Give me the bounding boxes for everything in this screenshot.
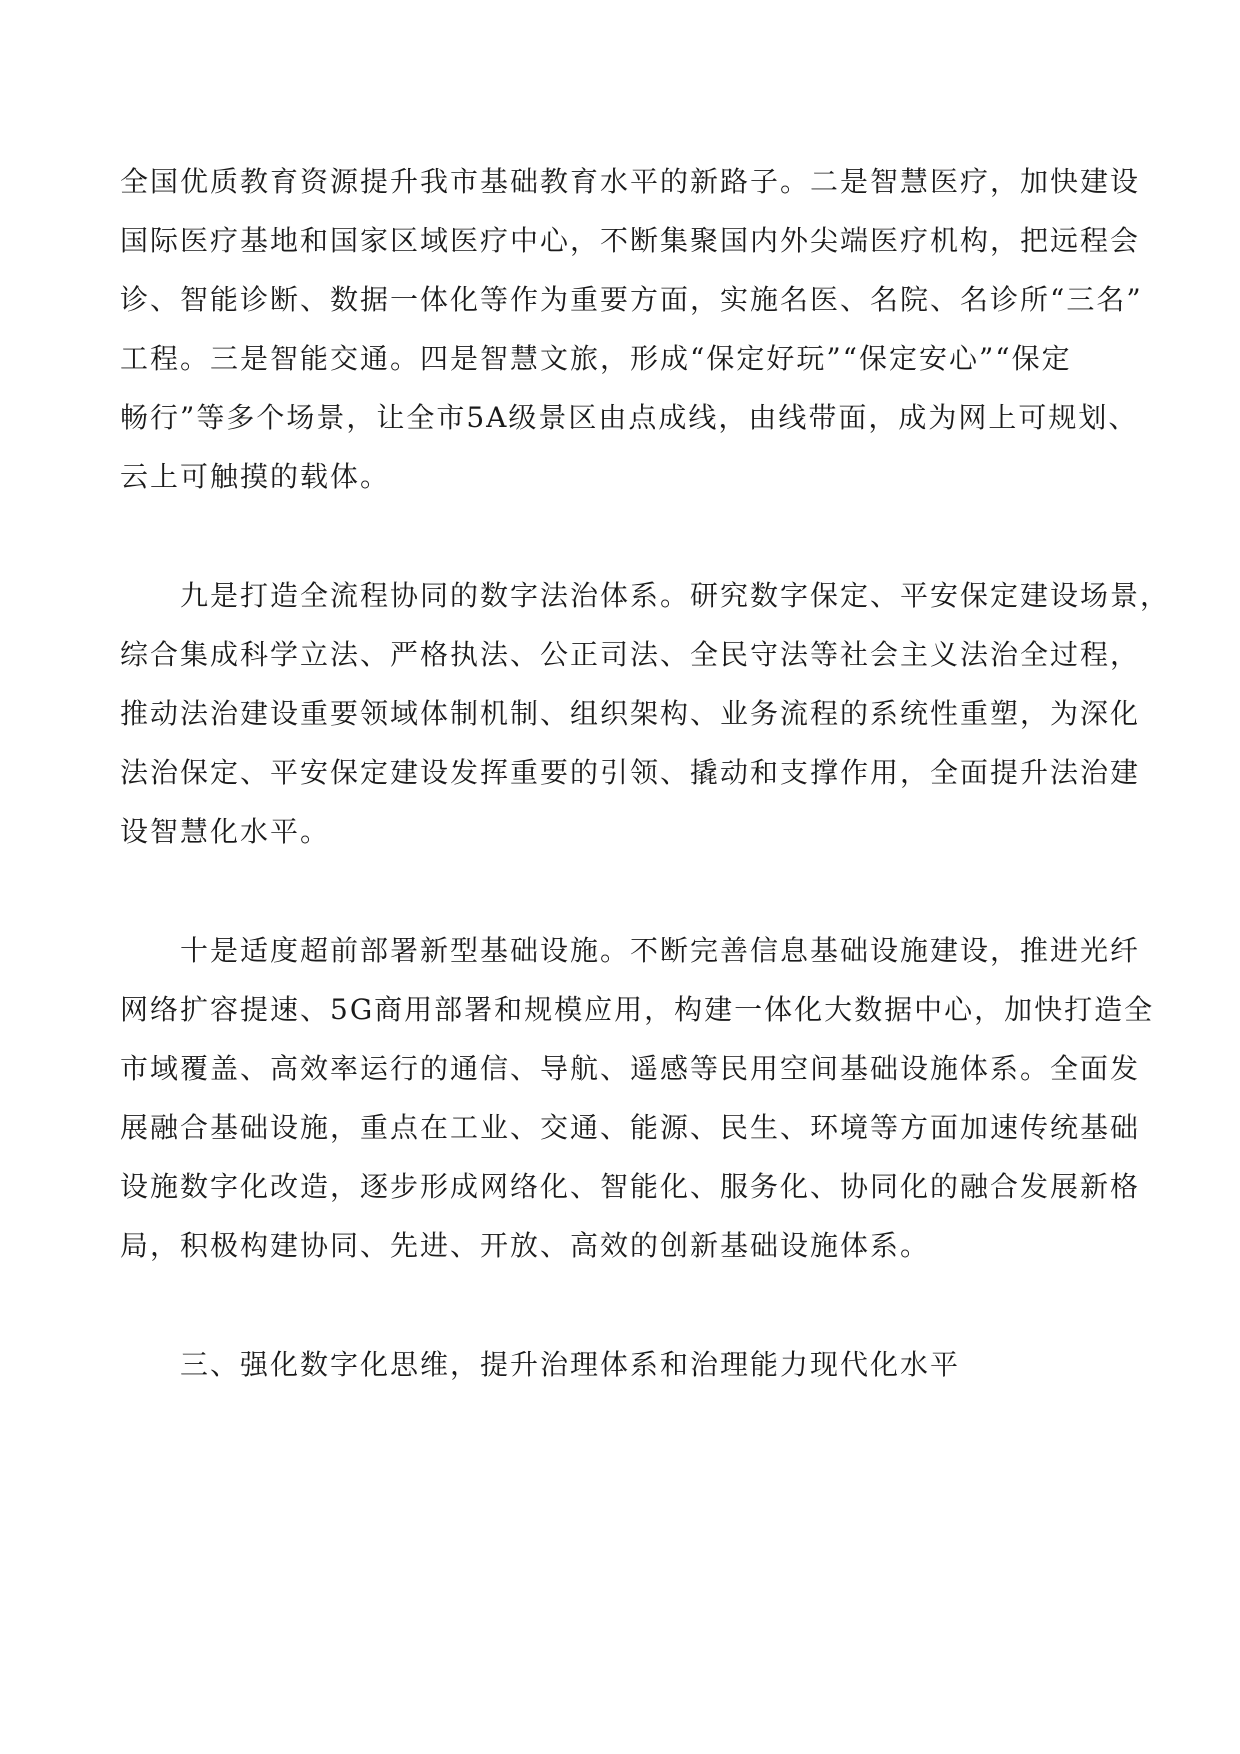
paragraph-line: 诊、智能诊断、数据一体化等作为重要方面，实施名医、名院、名诊所“三名” <box>120 283 1143 316</box>
paragraph-line: 网络扩容提速、5G商用部署和规模应用，构建一体化大数据中心，加快打造全 <box>120 993 1155 1026</box>
paragraph-spacer <box>120 506 1120 566</box>
paragraph-line: 畅行”等多个场景，让全市5A级景区由点成线，由线带面，成为网上可规划、 <box>120 401 1139 434</box>
paragraph-line: 云上可触摸的载体。 <box>120 460 391 493</box>
paragraph-line: 展融合基础设施，重点在工业、交通、能源、民生、环境等方面加速传统基础 <box>120 1111 1141 1144</box>
paragraph-line: 综合集成科学立法、严格执法、公正司法、全民守法等社会主义法治全过程， <box>120 638 1141 671</box>
paragraph-line: 推动法治建设重要领域体制机制、组织架构、业务流程的系统性重塑，为深化 <box>120 697 1141 730</box>
paragraph-smart-services <box>120 152 1143 506</box>
section-heading: 三、强化数字化思维，提升治理体系和治理能力现代化水平 <box>180 1348 961 1381</box>
paragraph-line: 法治保定、平安保定建设发挥重要的引领、撬动和支撑作用，全面提升法治建 <box>120 756 1141 789</box>
paragraph-line: 九是打造全流程协同的数字法治体系。研究数字保定、平安保定建设场景， <box>180 579 1171 612</box>
paragraph-line: 设智慧化水平。 <box>120 815 331 848</box>
paragraph-line: 设施数字化改造，逐步形成网络化、智能化、服务化、协同化的融合发展新格 <box>120 1170 1141 1203</box>
paragraph-spacer <box>120 1275 1120 1335</box>
paragraph-new-infrastructure <box>120 921 1155 1275</box>
paragraph-line: 局，积极构建协同、先进、开放、高效的创新基础设施体系。 <box>120 1229 931 1262</box>
paragraph-spacer <box>120 861 1120 921</box>
document-body <box>120 152 1171 1394</box>
paragraph-digital-rule-of-law <box>120 566 1171 861</box>
paragraph-line: 十是适度超前部署新型基础设施。不断完善信息基础设施建设，推进光纤 <box>180 934 1141 967</box>
paragraph-line: 市域覆盖、高效率运行的通信、导航、遥感等民用空间基础设施体系。全面发 <box>120 1052 1141 1085</box>
paragraph-line: 工程。三是智能交通。四是智慧文旅，形成“保定好玩”“保定安心”“保定 <box>120 342 1072 375</box>
paragraph-line: 国际医疗基地和国家区域医疗中心，不断集聚国内外尖端医疗机构，把远程会 <box>120 224 1141 257</box>
paragraph-line: 全国优质教育资源提升我市基础教育水平的新路子。二是智慧医疗，加快建设 <box>120 165 1141 198</box>
